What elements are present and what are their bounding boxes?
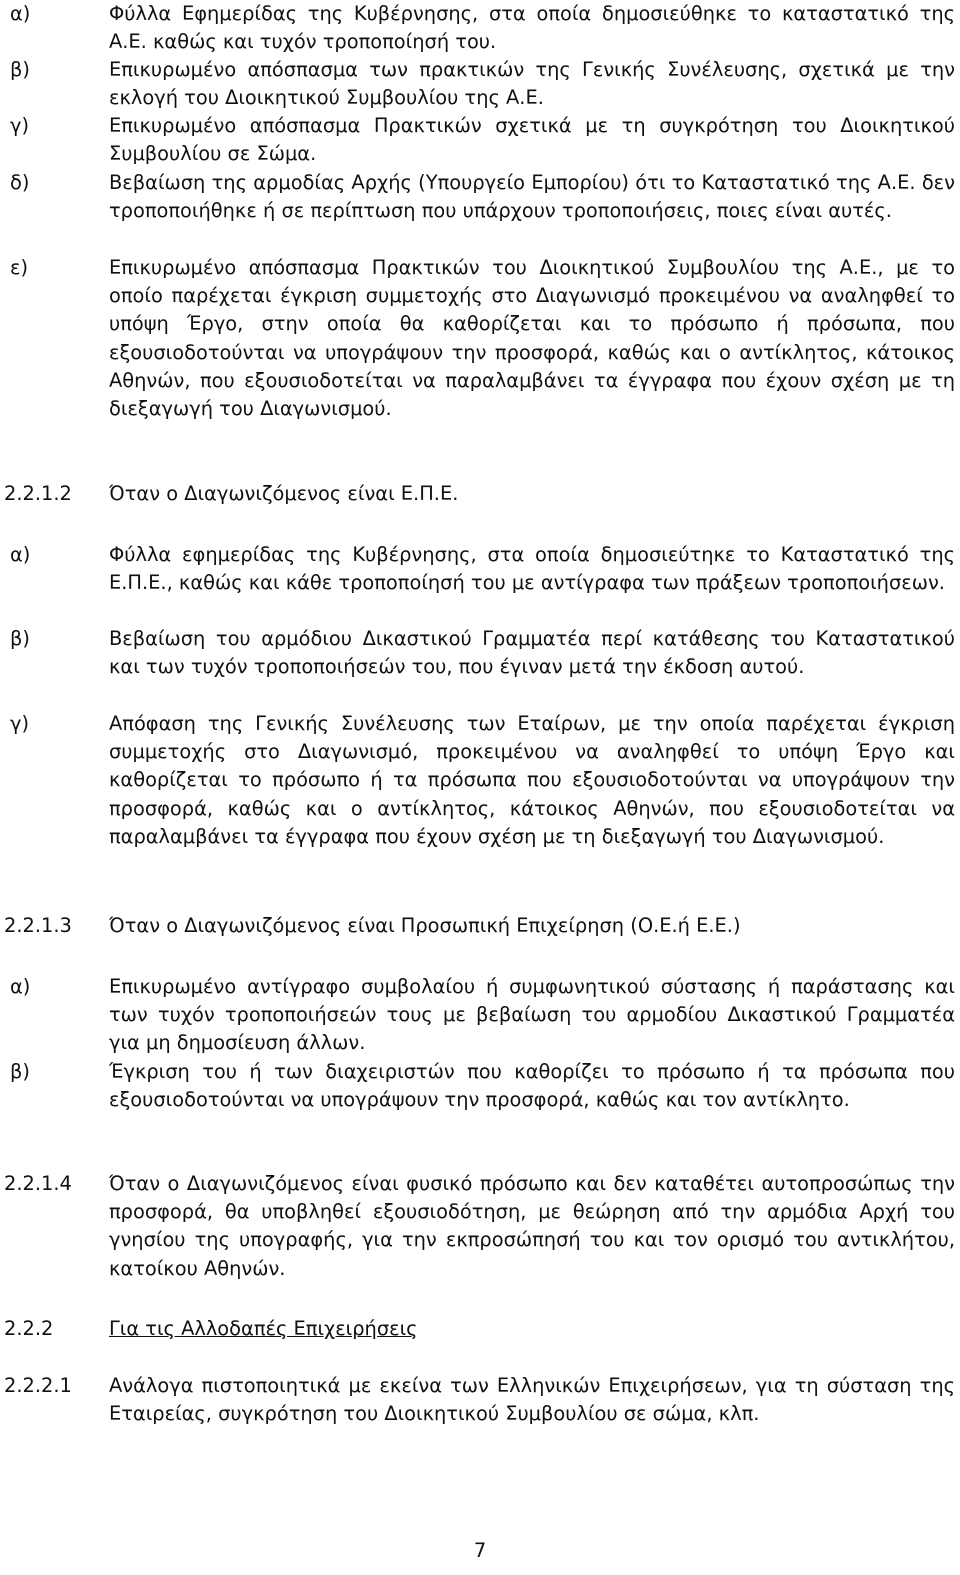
list-item-text: Βεβαίωση της αρμοδίας Αρχής (Υπουργείο Εμπορίου) ότι το Καταστατικό της Α.Ε. δεν τροποποιήθηκε ή σε περίπτωση που υπάρχουν τροποποιήσεις, ποιες είναι αυτές. xyxy=(109,171,955,223)
section-number: 2.2.1.4 xyxy=(4,1172,72,1195)
list-marker: ε) xyxy=(10,256,29,279)
list-marker: γ) xyxy=(10,114,30,137)
list-marker: β) xyxy=(10,58,30,81)
list-item-text: Βεβαίωση του αρμόδιου Δικαστικού Γραμματέα περί κατάθεσης του Καταστατικού και των τυχόν τροποποιήσεών του, που έγιναν μετά την έκδοση αυτού. xyxy=(109,627,955,679)
list-item-text: Επικυρωμένο απόσπασμα Πρακτικών του Διοικητικού Συμβουλίου της Α.Ε., με το οποίο παρέχεται έγκριση συμμετοχής στο Διαγωνισμό προκειμένου να αναληφθεί το υπόψη Έργο, στην οποία θα καθορίζεται και το πρόσωπο ή πρόσωπα, που εξουσιοδοτούνται να υπογράψουν την προσφορά, καθώς και ο αντίκλητος, κάτοικος Αθηνών, που εξουσιοδοτείται να παραλαμβάνει τα έγγραφα που έχουν σχέση με τη διεξαγωγή του Διαγωνισμού. xyxy=(109,256,955,421)
list-item-text: Επικυρωμένο απόσπασμα των πρακτικών της Γενικής Συνέλευσης, σχετικά με την εκλογή του Διοικητικού Συμβουλίου της Α.Ε. xyxy=(109,58,955,110)
section-text: Όταν ο Διαγωνιζόμενος είναι φυσικό πρόσωπο και δεν καταθέτει αυτοπροσώπως την προσφορά, θα υποβληθεί εξουσιοδότηση, με θεώρηση από την αρμόδια Αρχή του γνησίου της υπογραφής, για την εκπροσώπησή του και τον ορισμό του αντικλήτου, κατοίκου Αθηνών. xyxy=(109,1172,955,1280)
list-marker: γ) xyxy=(10,712,30,735)
section-number: 2.2.2 xyxy=(4,1317,54,1340)
list-item-text: Επικυρωμένο απόσπασμα Πρακτικών σχετικά με τη συγκρότηση του Διοικητικού Συμβουλίου σε Σώμα. xyxy=(109,114,955,166)
list-item-text: Φύλλα εφημερίδας της Κυβέρνησης, στα οποία δημοσιεύτηκε το Καταστατικό της Ε.Π.Ε., καθώς και κάθε τροποποίησή του με αντίγραφα των πράξεων τροποποιήσεων. xyxy=(109,543,955,595)
section-number: 2.2.2.1 xyxy=(4,1374,72,1397)
page-number: 7 xyxy=(473,1539,487,1562)
list-marker: α) xyxy=(10,2,31,25)
list-marker: α) xyxy=(10,975,31,998)
section-number: 2.2.1.2 xyxy=(4,482,72,505)
list-marker: β) xyxy=(10,1060,30,1083)
section-title: Όταν ο Διαγωνιζόμενος είναι Ε.Π.Ε. xyxy=(109,482,459,505)
list-item-text: Επικυρωμένο αντίγραφο συμβολαίου ή συμφωνητικού σύστασης ή παράστασης και των τυχόν τροποποιήσεών τους με βεβαίωση του αρμοδίου Δικαστικού Γραμματέα για μη δημοσίευση άλλων. xyxy=(109,975,955,1055)
section-number: 2.2.1.3 xyxy=(4,914,72,937)
list-item-text: Φύλλα Εφημερίδας της Κυβέρνησης, στα οποία δημοσιεύθηκε το καταστατικό της Α.Ε. καθώς και τυχόν τροποποίησή του. xyxy=(109,2,955,54)
section-title: Όταν ο Διαγωνιζόμενος είναι Προσωπική Επιχείρηση (Ο.Ε.ή Ε.Ε.) xyxy=(109,914,741,937)
list-item-text: Έγκριση του ή των διαχειριστών που καθορίζει το πρόσωπο ή τα πρόσωπα που εξουσιοδοτούνται να υπογράψουν την προσφορά, καθώς και τον αντίκλητο. xyxy=(109,1060,955,1112)
list-marker: β) xyxy=(10,627,30,650)
list-item-text: Απόφαση της Γενικής Συνέλευσης των Εταίρων, με την οποία παρέχεται έγκριση συμμετοχής στο Διαγωνισμό, προκειμένου να αναληφθεί το υπόψη Έργο και καθορίζεται το πρόσωπο ή τα πρόσωπα που εξουσιοδοτούνται να υπογράψουν την προσφορά, καθώς και ο αντίκλητος, κάτοικος Αθηνών, που εξουσιοδοτείται να παραλαμβάνει τα έγγραφα που έχουν σχέση με τη διεξαγωγή του Διαγωνισμού. xyxy=(109,712,955,848)
section-text: Ανάλογα πιστοποιητικά με εκείνα των Ελληνικών Επιχειρήσεων, για τη σύσταση της Εταιρείας, συγκρότηση του Διοικητικού Συμβουλίου σε σώμα, κλπ. xyxy=(109,1374,955,1426)
section-title: Για τις Αλλοδαπές Επιχειρήσεις xyxy=(109,1317,418,1340)
list-marker: δ) xyxy=(10,171,30,194)
list-marker: α) xyxy=(10,543,31,566)
